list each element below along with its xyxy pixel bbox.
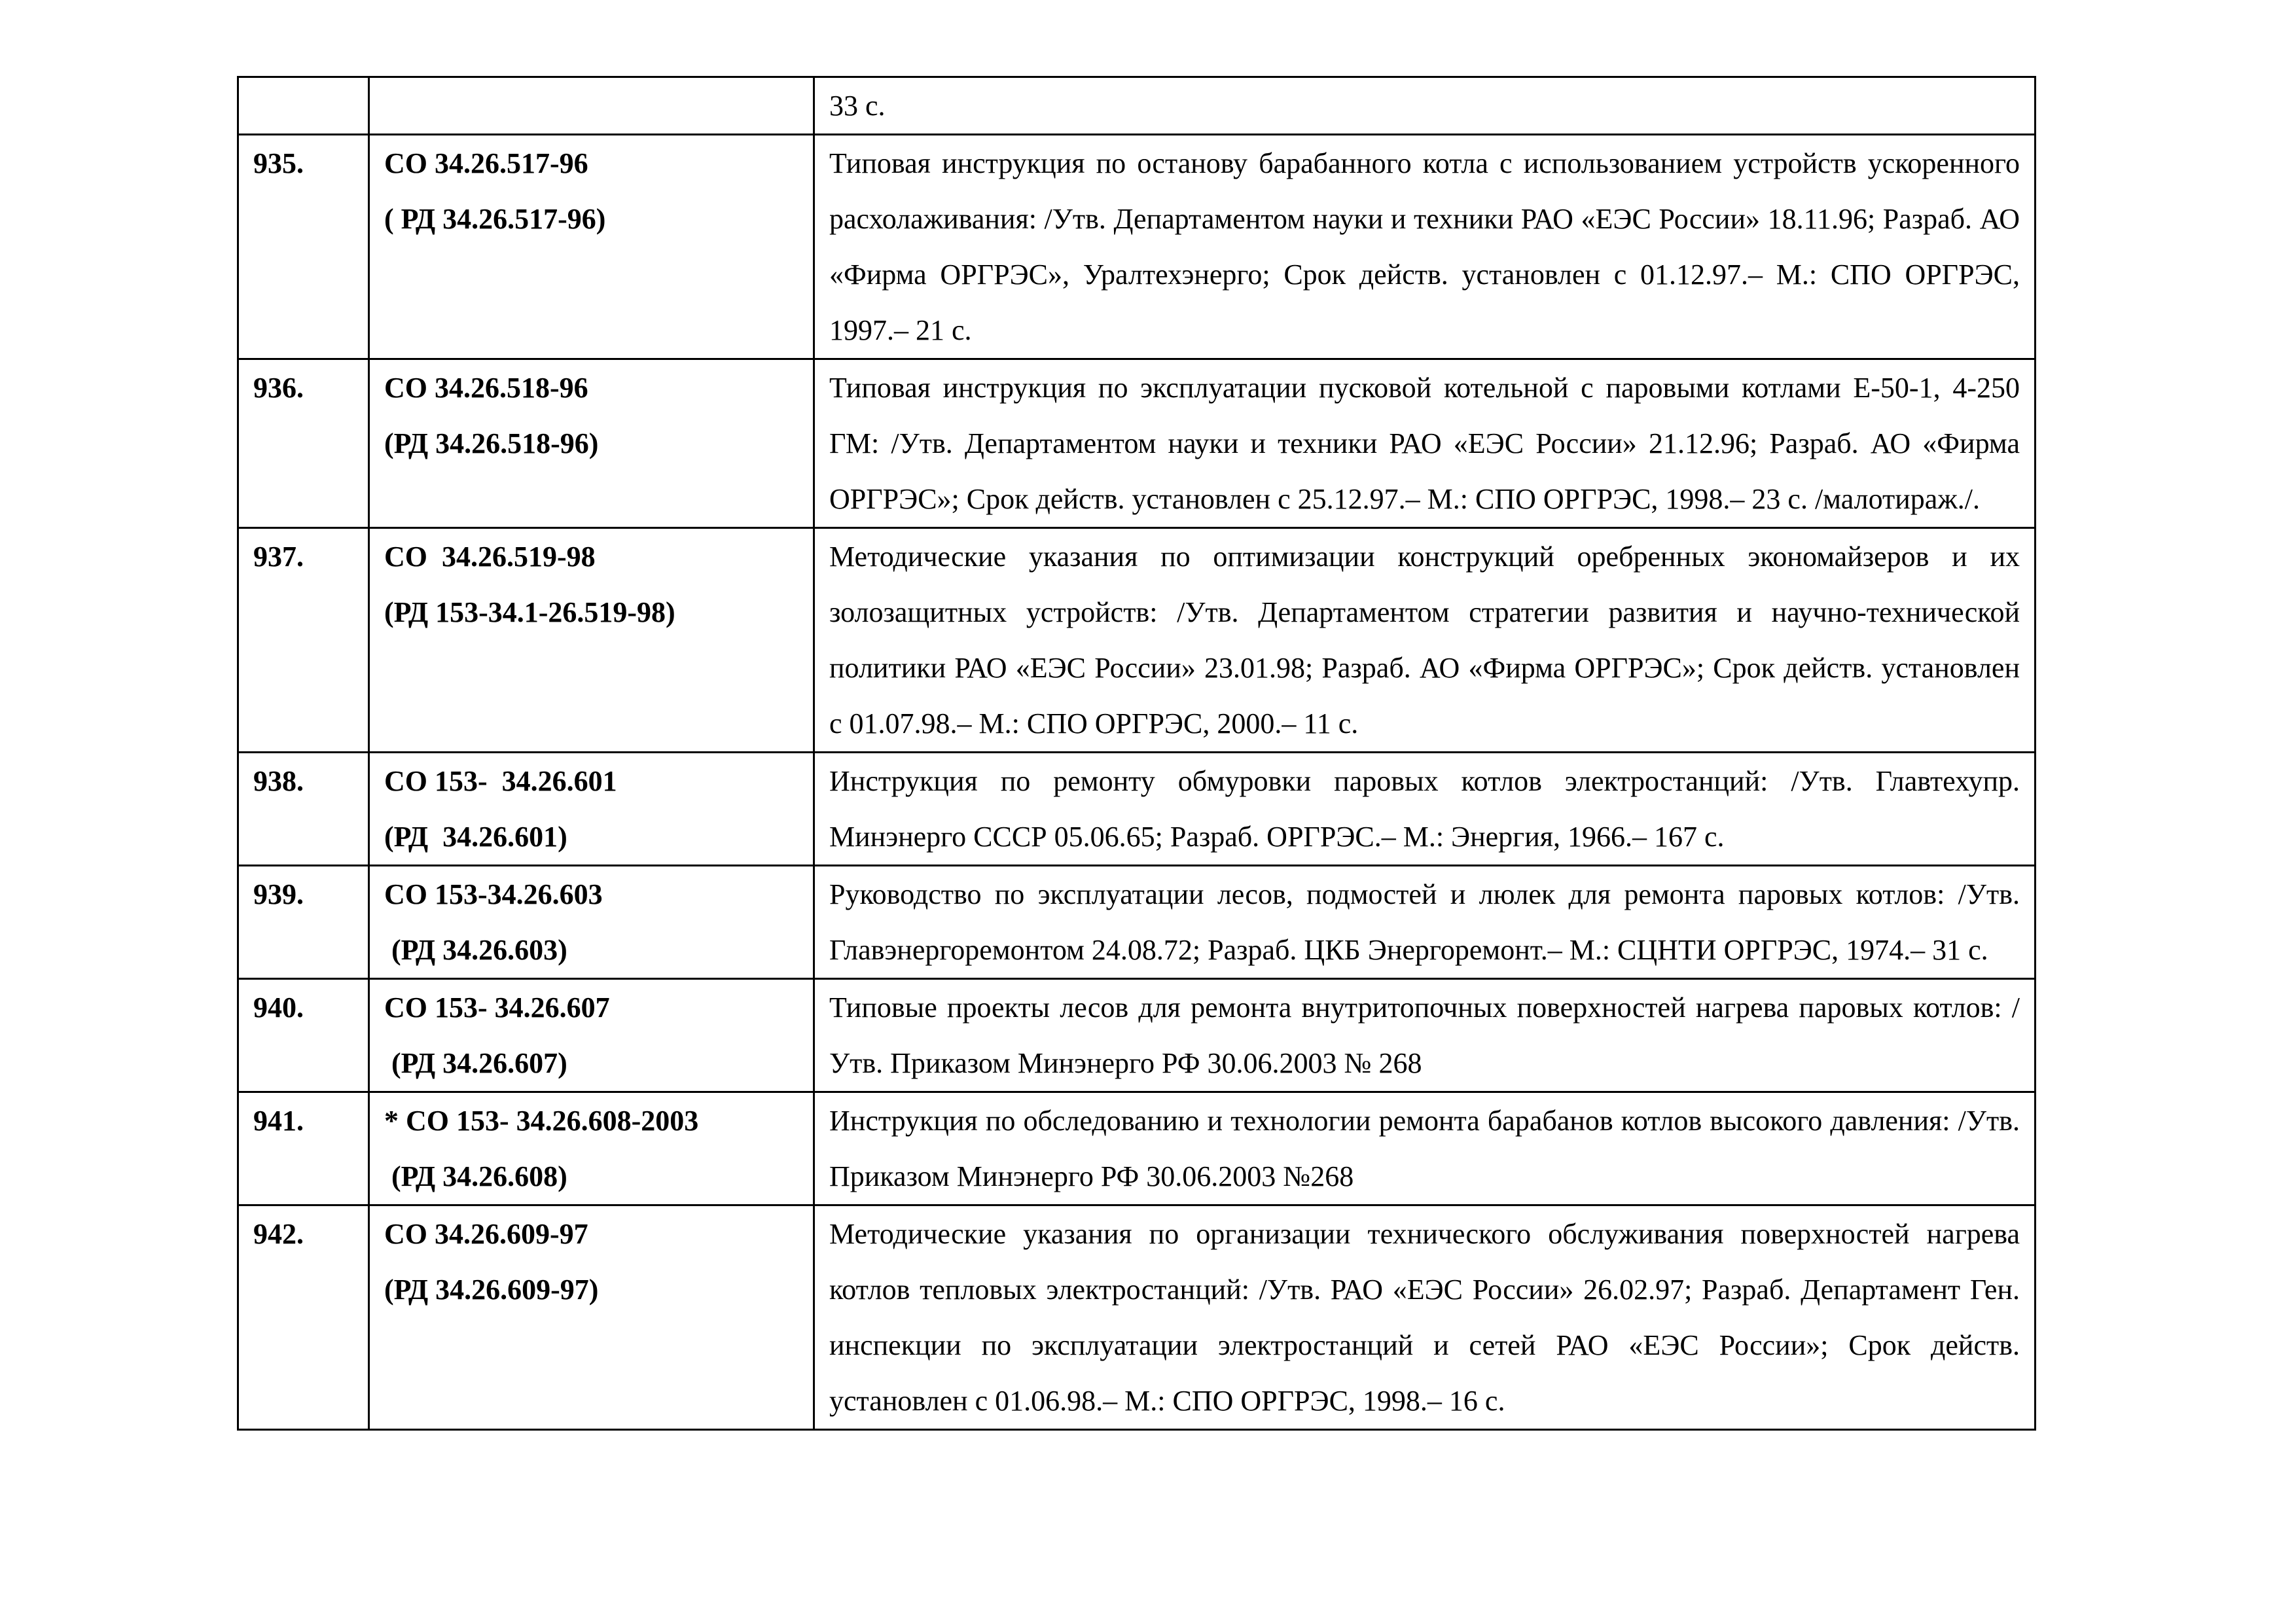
code-secondary: (РД 34.26.518-96) bbox=[384, 427, 599, 459]
table-row bbox=[238, 1092, 2036, 1205]
document-code bbox=[369, 1205, 814, 1430]
code-primary: СО 34.26.518-96 bbox=[384, 372, 588, 404]
document-description: Методические указания по организации технического обслуживания поверхностей нагрева котлов тепловых электростанций: /Утв. РАО «ЕЭС России» 26.02.97; Разраб. Департамент Ген. инспекции по эксплуатации электростанций и сетей РАО «ЕЭС России»; Срок действ. установлен с 01.06.98.– М.: СПО ОРГРЭС, 1998.– 16 с. bbox=[814, 1205, 2036, 1430]
code-primary: * СО 153- 34.26.608-2003 bbox=[384, 1105, 699, 1137]
table-row bbox=[238, 866, 2036, 979]
code-primary: СО 153-34.26.603 bbox=[384, 878, 603, 910]
document-code bbox=[369, 77, 814, 135]
row-number: 936. bbox=[238, 359, 369, 528]
document-description: Типовые проекты лесов для ремонта внутритопочных поверхностей нагрева паровых котлов: / Утв. Приказом Минэнерго РФ 30.06.2003 № 268 bbox=[814, 979, 2036, 1092]
code-primary: СО 34.26.519-98 bbox=[384, 541, 596, 573]
document-code bbox=[369, 866, 814, 979]
code-primary: СО 153- 34.26.607 bbox=[384, 991, 610, 1024]
table-row bbox=[238, 359, 2036, 528]
code-secondary: (РД 34.26.608) bbox=[384, 1160, 567, 1192]
document-description: Руководство по эксплуатации лесов, подмостей и люлек для ремонта паровых котлов: /Утв. Главэнергоремонтом 24.08.72; Разраб. ЦКБ Энергоремонт.– М.: СЦНТИ ОРГРЭС, 1974.– 31 с. bbox=[814, 866, 2036, 979]
code-secondary: ( РД 34.26.517-96) bbox=[384, 203, 606, 235]
code-primary: СО 34.26.517-96 bbox=[384, 147, 588, 179]
table-row bbox=[238, 753, 2036, 866]
row-number: 935. bbox=[238, 135, 369, 359]
code-primary: СО 153- 34.26.601 bbox=[384, 765, 617, 797]
document-code bbox=[369, 135, 814, 359]
document-code bbox=[369, 753, 814, 866]
code-secondary: (РД 34.26.603) bbox=[384, 934, 567, 966]
row-number: 938. bbox=[238, 753, 369, 866]
code-secondary: (РД 34.26.601) bbox=[384, 821, 567, 853]
code-secondary: (РД 34.26.607) bbox=[384, 1047, 567, 1079]
row-number bbox=[238, 77, 369, 135]
table-row bbox=[238, 135, 2036, 359]
row-number: 941. bbox=[238, 1092, 369, 1205]
document-description: Типовая инструкция по останову барабанного котла с использованием устройств ускоренного расхолаживания: /Утв. Департаментом науки и техники РАО «ЕЭС России» 18.11.96; Разраб. АО «Фирма ОРГРЭС», Уралтехэнерго; Срок действ. установлен с 01.12.97.– М.: СПО ОРГРЭС, 1997.– 21 с. bbox=[814, 135, 2036, 359]
code-secondary: (РД 153-34.1-26.519-98) bbox=[384, 596, 675, 628]
document-description: Методические указания по оптимизации конструкций оребренных экономайзеров и их золозащитных устройств: /Утв. Департаментом стратегии развития и научно-технической политики РАО «ЕЭС России» 23.01.98; Разраб. АО «Фирма ОРГРЭС»; Срок действ. установлен с 01.07.98.– М.: СПО ОРГРЭС, 2000.– 11 с. bbox=[814, 528, 2036, 753]
standards-table bbox=[237, 76, 2036, 1431]
row-number: 937. bbox=[238, 528, 369, 753]
code-primary: СО 34.26.609-97 bbox=[384, 1218, 588, 1250]
row-number: 942. bbox=[238, 1205, 369, 1430]
document-code bbox=[369, 528, 814, 753]
table-row bbox=[238, 528, 2036, 753]
document-code bbox=[369, 359, 814, 528]
document-code bbox=[369, 979, 814, 1092]
document-code bbox=[369, 1092, 814, 1205]
document-description: Инструкция по ремонту обмуровки паровых котлов электростанций: /Утв. Главтехупр. Минэнерго СССР 05.06.65; Разраб. ОРГРЭС.– М.: Энергия, 1966.– 167 с. bbox=[814, 753, 2036, 866]
table-row bbox=[238, 77, 2036, 135]
row-number: 939. bbox=[238, 866, 369, 979]
table-row bbox=[238, 1205, 2036, 1430]
table-row bbox=[238, 979, 2036, 1092]
code-secondary: (РД 34.26.609-97) bbox=[384, 1274, 599, 1306]
document-description: Инструкция по обследованию и технологии ремонта барабанов котлов высокого давления: /Утв. Приказом Минэнерго РФ 30.06.2003 №268 bbox=[814, 1092, 2036, 1205]
row-number: 940. bbox=[238, 979, 369, 1092]
document-description: 33 с. bbox=[814, 77, 2036, 135]
document-description: Типовая инструкция по эксплуатации пусковой котельной с паровыми котлами Е-50-1, 4-250 ГМ: /Утв. Департаментом науки и техники РАО «ЕЭС России» 21.12.96; Разраб. АО «Фирма ОРГРЭС»; Срок действ. установлен с 25.12.97.– М.: СПО ОРГРЭС, 1998.– 23 с. /малотираж./. bbox=[814, 359, 2036, 528]
